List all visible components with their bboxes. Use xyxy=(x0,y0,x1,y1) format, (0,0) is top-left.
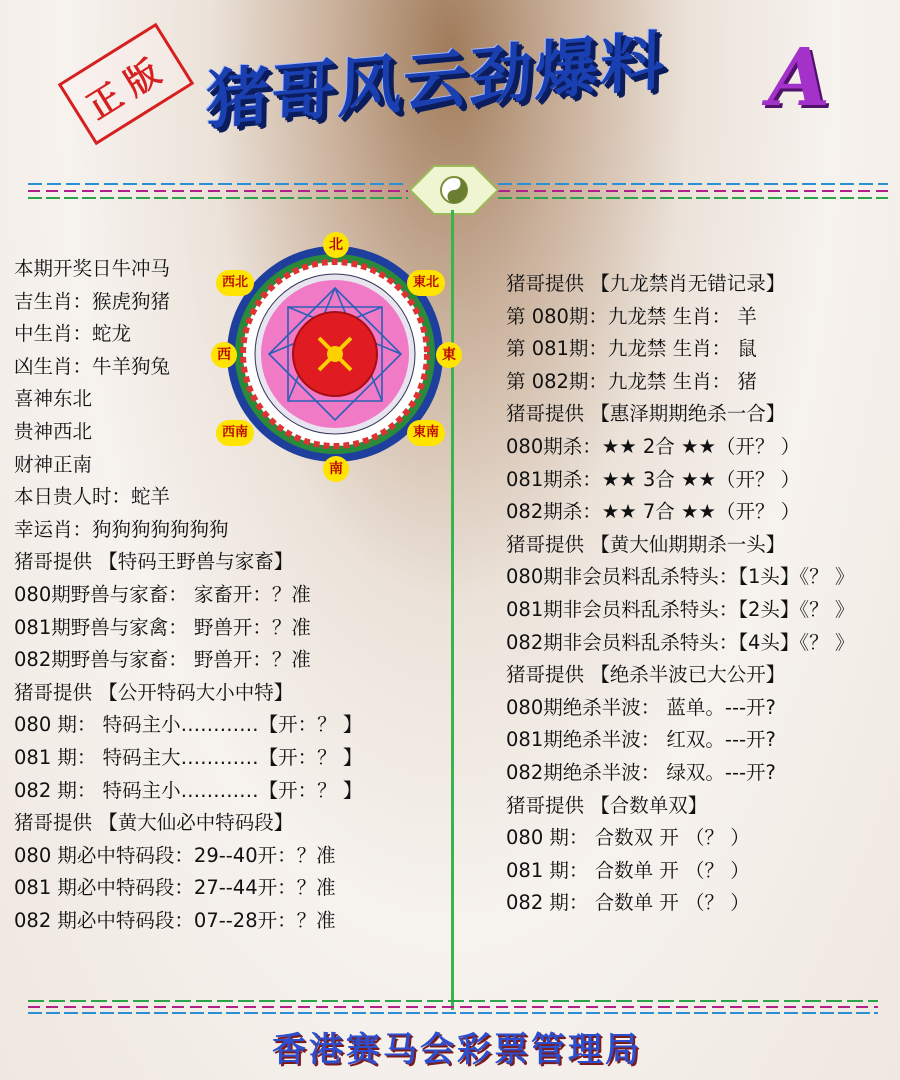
left-line: 081 期： 特码主大…………【开：？ 】 xyxy=(14,745,363,769)
right-line: 082 期： 合数单 开 （？ ） xyxy=(506,891,750,915)
left-line: 081 期必中特码段：27--44开：？准 xyxy=(14,876,336,900)
right-line: 081期非会员料乱杀特头：【2头】《？ 》 xyxy=(506,597,855,621)
section-heading: 猪哥提供 【黄大仙期期杀一头】 xyxy=(506,532,786,556)
left-line: 幸运肖：狗狗狗狗狗狗狗 xyxy=(14,517,229,541)
section-heading: 猪哥提供 【九龙禁肖无错记录】 xyxy=(506,272,786,295)
compass-northeast: 東北 xyxy=(407,270,445,296)
right-line: 082期绝杀半波： 绿双。---开? xyxy=(506,760,776,784)
left-line: 财神正南 xyxy=(14,452,93,476)
section-heading: 猪哥提供 【惠泽期期绝杀一合】 xyxy=(506,402,786,426)
left-line: 贵神西北 xyxy=(14,419,93,443)
edition-mark: A xyxy=(768,30,831,124)
right-line: 080 期： 合数双 开 （？ ） xyxy=(506,826,750,850)
right-line: 第 080期：九龙禁 生肖： 羊 xyxy=(506,304,757,328)
right-line: 第 082期：九龙禁 生肖： 猪 xyxy=(506,369,757,393)
stamp-text: 正版 xyxy=(79,46,176,128)
left-line: 082 期必中特码段：07--28开：？准 xyxy=(14,908,336,932)
footer-title: 香港赛马会彩票管理局 xyxy=(272,1030,642,1070)
left-line: 082 期： 特码主小…………【开：？ 】 xyxy=(14,778,363,802)
left-line: 喜神东北 xyxy=(14,387,93,411)
left-line: 本日贵人时：蛇羊 xyxy=(14,485,171,509)
bottom-divider xyxy=(28,996,878,1022)
left-line: 本期开奖日牛冲马 xyxy=(14,257,171,280)
section-heading: 猪哥提供 【公开特码大小中特】 xyxy=(14,680,294,704)
bagua-ornament-icon xyxy=(408,164,500,216)
compass-south: 南 xyxy=(323,456,349,482)
left-line: 吉生肖：猴虎狗猪 xyxy=(14,289,171,313)
left-line: 080 期必中特码段：29--40开：？准 xyxy=(14,843,336,867)
right-line: 082期非会员料乱杀特头：【4头】《？ 》 xyxy=(506,630,855,654)
right-line: 080期绝杀半波： 蓝单。---开? xyxy=(506,695,776,719)
section-heading: 猪哥提供 【合数单双】 xyxy=(506,793,708,817)
left-line: 080 期： 特码主小…………【开：？ 】 xyxy=(14,713,363,737)
section-heading: 猪哥提供 【黄大仙必中特码段】 xyxy=(14,811,294,835)
left-line: 凶生肖：牛羊狗兔 xyxy=(14,354,171,378)
compass-east: 東 xyxy=(436,342,462,368)
right-line: 080期非会员料乱杀特头：【1头】《？ 》 xyxy=(506,565,855,589)
genuine-stamp xyxy=(58,23,195,146)
compass-southeast: 東南 xyxy=(407,420,445,446)
right-line: 081 期： 合数单 开 （？ ） xyxy=(506,858,750,882)
left-column xyxy=(14,253,362,937)
left-line: 080期野兽与家畜： 家畜开：？准 xyxy=(14,582,311,606)
right-line: 080期杀：★★ 2合 ★★（开？ ） xyxy=(506,434,801,458)
right-line: 第 081期：九龙禁 生肖： 鼠 xyxy=(506,337,757,361)
right-line: 081期绝杀半波： 红双。---开? xyxy=(506,728,776,752)
left-line: 中生肖：蛇龙 xyxy=(14,322,132,346)
right-line: 081期杀：★★ 3合 ★★（开？ ） xyxy=(506,467,801,491)
compass-southwest: 西南 xyxy=(216,420,254,446)
compass-northwest: 西北 xyxy=(216,270,254,296)
right-column xyxy=(506,268,854,920)
left-line: 082期野兽与家畜： 野兽开：？准 xyxy=(14,648,311,672)
page-title: 猪哥风云劲爆料 xyxy=(205,23,667,139)
section-heading: 猪哥提供 【绝杀半波已大公开】 xyxy=(506,663,786,687)
left-line: 081期野兽与家禽： 野兽开：？准 xyxy=(14,615,311,639)
compass-north: 北 xyxy=(323,232,349,258)
right-line: 082期杀：★★ 7合 ★★（开？ ） xyxy=(506,500,801,524)
section-heading: 猪哥提供 【特码王野兽与家畜】 xyxy=(14,550,294,574)
compass-west: 西 xyxy=(211,342,237,368)
